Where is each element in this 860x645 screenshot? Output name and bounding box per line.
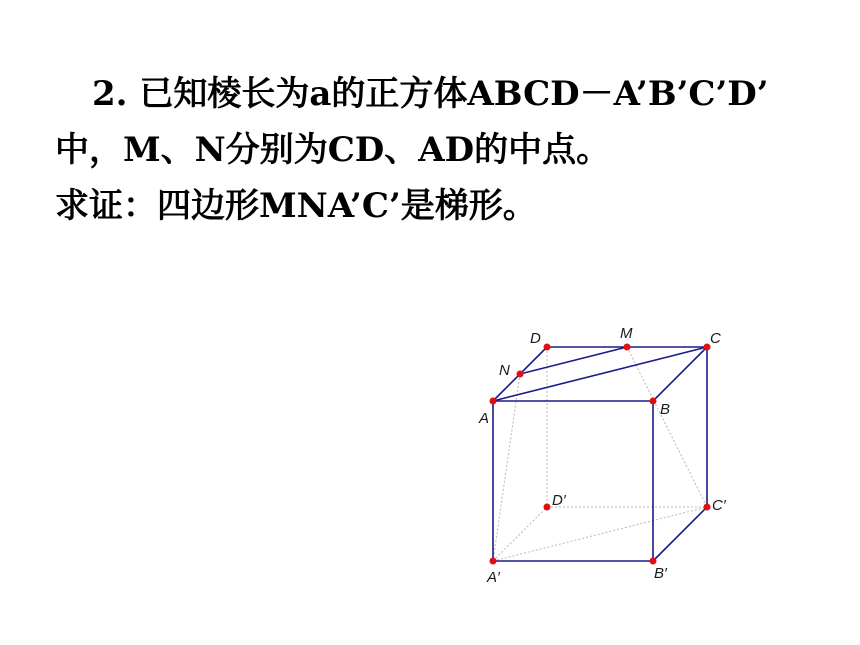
point-a1 [490, 558, 497, 565]
segment-ac [493, 347, 707, 401]
label-b: B [660, 401, 671, 418]
edge-cb [653, 347, 707, 401]
hidden-segment-mc1 [627, 347, 707, 507]
problem-line-2: 中，M、N分别为CD、AD的中点。 [55, 130, 611, 170]
label-n: N [499, 362, 510, 379]
point-d1 [544, 504, 551, 511]
label-c1: C′ [712, 497, 726, 514]
segment-nm [520, 347, 627, 374]
label-m: M [620, 325, 633, 342]
label-d: D [530, 330, 541, 347]
point-a [490, 398, 497, 405]
label-d1: D′ [552, 492, 566, 509]
problem-line-3: 求证：四边形MNA’C’是梯形。 [55, 186, 537, 226]
point-b [650, 398, 657, 405]
point-m [624, 344, 631, 351]
point-c1 [704, 504, 711, 511]
hidden-segment-na1 [493, 374, 520, 561]
edge-b1c1 [653, 507, 707, 561]
label-c: C [710, 330, 721, 347]
point-b1 [650, 558, 657, 565]
point-n [517, 371, 524, 378]
hidden-edge-a1d1 [493, 507, 547, 561]
label-a: A [479, 410, 490, 427]
point-d [544, 344, 551, 351]
label-b1: B′ [654, 565, 667, 582]
problem-line-1: 2. 已知棱长为a的正方体ABCD－A’B’C’D’ [92, 74, 769, 114]
label-a1: A′ [487, 569, 500, 586]
hidden-segment-a1c1 [493, 507, 707, 561]
